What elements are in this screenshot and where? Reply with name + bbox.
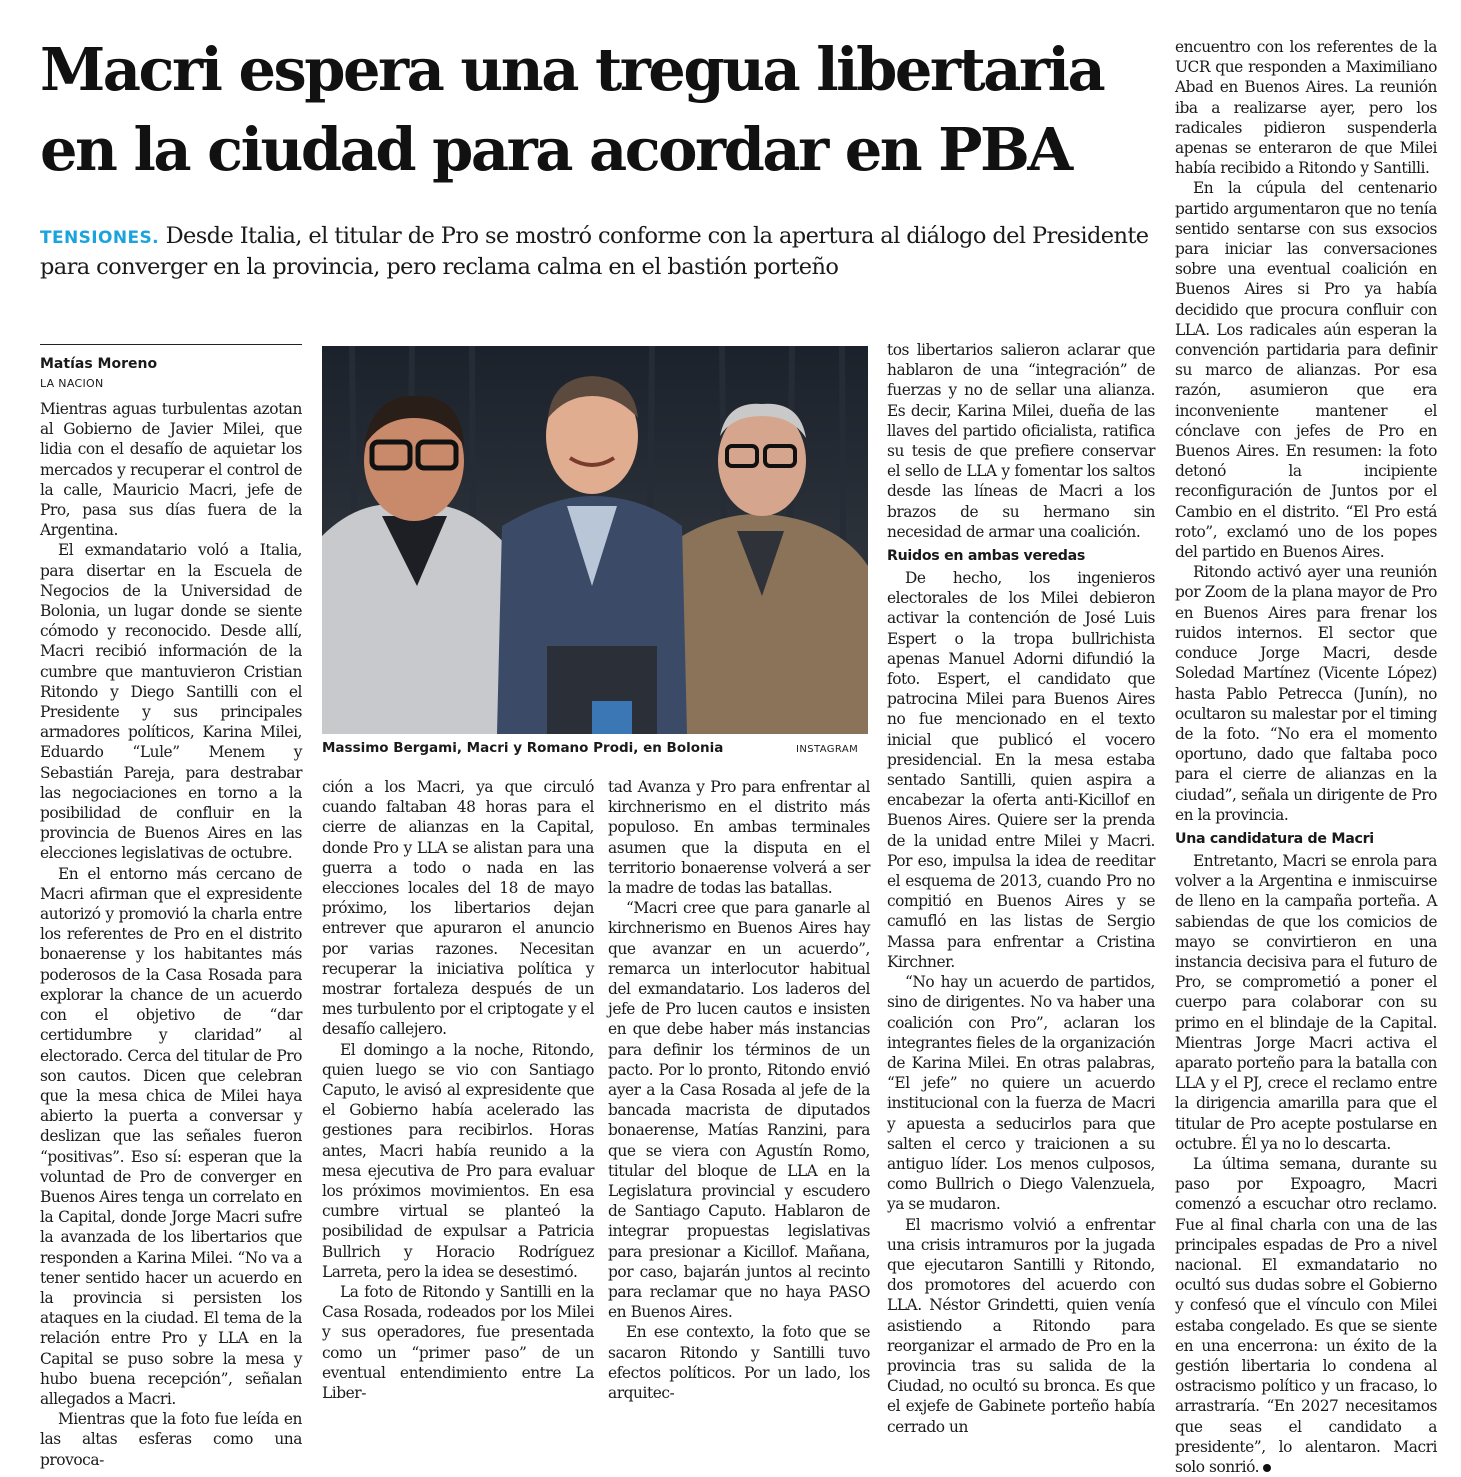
headline: Macri espera una tregua libertaria en la ciudad para acordar en PBA — [40, 35, 1104, 184]
paragraph: tos libertarios salieron aclarar que hablaron de una “integración” de fuerzas y no de sellar una alianza. Es decir, Karina Milei, dueña de las llaves del partido oficialista, ratifica su tesis de que prefiere conservar el sello de LLA y fomentar los saltos desde las líneas de Macri a los brazos de su hermano sin necesidad de armar una coalición. — [887, 341, 1155, 541]
paragraph — [1175, 1154, 1437, 1477]
column-3 — [608, 777, 870, 1403]
end-mark-icon — [1263, 1464, 1271, 1472]
photo-credit: INSTAGRAM — [796, 744, 859, 755]
kicker: TENSIONES. — [40, 228, 159, 248]
subhead-candidatura: Una candidatura de Macri — [1175, 830, 1374, 847]
photo-illustration — [322, 346, 868, 734]
photo-caption: Massimo Bergami, Macri y Romano Prodi, en Bolonia — [322, 740, 724, 756]
subhead-ruidos: Ruidos en ambas veredas — [887, 548, 1086, 565]
paragraph: “Macri cree que para ganarle al kirchnerismo en Buenos Aires hay que avanzar en un acuerdo”, remarca un interlocutor habitual del exmandatario. Los laderos del jefe de Pro lucen cautos e insisten en que debe haber más instancias para definir los términos de un pacto. Por lo pronto, Ritondo envió ayer a la Casa Rosada al jefe de la bancada macrista de diputados bonaerense, Matías Ranzini, para que se viera con Agustín Romo, titular del bloque de LLA en la Legislatura provincial y escudero de Santiago Caputo. Hablaron de integrar propuestas legislativas para presionar a Kicillof. Mañana, por caso, bajarán juntos al recinto para reclamar que no haya PASO en Buenos Aires. — [608, 899, 870, 1322]
photo — [322, 346, 868, 734]
paragraph: De hecho, los ingenieros electorales de los Milei debieron activar la contención de José Luis Espert o la tropa bullrichista apenas Manuel Adorni difundió la foto. Espert, el candidato que patrocina Milei para Buenos Aires no fue mencionado en el texto inicial que publicó el vocero presidencial. En la mesa estaba sentado Santilli, quien aspira a encabezar la oferta anti-Kicillof en Buenos Aires. Quiere ser la prenda de la unidad entre Milei y Macri. Por eso, impulsa la idea de reeditar el esquema de 2013, cuando Pro no compitió en Buenos Aires y se camufló en las listas de Sergio Massa para enfrentar a Cristina Kirchner. — [887, 569, 1155, 971]
subheadline-text: Desde Italia, el titular de Pro se mostró conforme con la apertura al diálogo del Presidente para converger en la provincia, pero reclama calma en el bastión porteño — [40, 223, 1149, 280]
column-5 — [1175, 37, 1437, 1477]
byline-author: Matías Moreno — [40, 356, 158, 372]
paragraph: La foto de Ritondo y Santilli en la Casa Rosada, rodeados por los Milei y sus operadores, fue presentada como un “primer paso” de un eventual entendimiento entre La Liber- — [322, 1283, 594, 1403]
paragraph: En la cúpula del centenario partido argumentaron que no tenía sentido sentarse con sus exsocios para iniciar las conversaciones sobre una eventual coalición en Buenos Aires si Pro ya había decidido que procura confluir con LLA. Los radicales aún esperan la convención partidaria para definir su marco de alianzas. Por esa razón, asumieron que era inconveniente mantener el cónclave con jefes de Pro en Buenos Aires. En resumen: la foto detonó la incipiente reconfiguración de Juntos por el Cambio en el distrito. “El Pro está roto”, exclamó uno de los popes del partido en Buenos Aires. — [1175, 179, 1437, 562]
paragraph: En ese contexto, la foto que se sacaron Ritondo y Santilli tuvo efectos políticos. Por un lado, los arquitec- — [608, 1323, 870, 1403]
column-4 — [887, 340, 1155, 1436]
paragraph: En el entorno más cercano de Macri afirman que el expresidente autorizó y promovió la charla entre los referentes de Pro en el distrito bonaerense y los habitantes más poderosos de la Casa Rosada para explorar la chance de un acuerdo con el objetivo de “dar certidumbre y claridad” al electorado. Cerca del titular de Pro son cautos. Dicen que celebran que la mesa chica de Milei haya abierto la puerta a conversar y deslizan que las señales fueron “positivas”. Eso sí: esperan que la voluntad de Pro de converger en Buenos Aires tenga un correlato en la Capital, donde Jorge Macri sufre la avanzada de los libertarios que responden a Karina Milei. “No va a tener sentido hacer un acuerdo en la provincia si persisten los ataques en la ciudad. El tema de la relación entre Pro y LLA en la Capital se puso sobre la mesa y hubo buena recepción”, señalan allegados a Macri. — [40, 864, 302, 1408]
column-1 — [40, 399, 302, 1469]
byline-rule — [40, 344, 302, 345]
subheadline — [40, 222, 1165, 282]
byline-outlet: LA NACION — [40, 377, 104, 390]
paragraph: El exmandatario voló a Italia, para disertar en la Escuela de Negocios de la Universidad de Bolonia, un lugar donde se siente cómodo y reconocido. Desde allí, Macri recibió información de la cumbre que mantuvieron Cristian Ritondo y Diego Santilli con el Presidente y sus principales armadores políticos, Karina Milei, Eduardo “Lule” Menem y Sebastián Pareja, para destrabar las negociaciones en torno a la posibilidad de confluir en la provincia de Buenos Aires en las elecciones legislativas de octubre. — [40, 541, 302, 863]
paragraph: ción a los Macri, ya que circuló cuando faltaban 48 horas para el cierre de alianzas en la Capital, donde Pro y LLA se alistan para una guerra a todo o nada en las elecciones locales del 18 de mayo próximo, los libertarios dejan entrever que apuraron el anuncio por varias razones. Necesitan recuperar la iniciativa política y mostrar fortaleza después de un mes turbulento por el criptogate y el desafío callejero. — [322, 778, 594, 1039]
paragraph: tad Avanza y Pro para enfrentar al kirchnerismo en el distrito más populoso. En ambas terminales asumen que la disputa en el territorio bonaerense volverá a ser la madre de todas las batallas. — [608, 778, 870, 898]
paragraph: encuentro con los referentes de la UCR que responden a Maximiliano Abad en Buenos Aires. La reunión iba a realizarse ayer, pero los radicales pidieron suspenderla apenas se enteraron de que Milei había recibido a Ritondo y Santilli. — [1175, 38, 1437, 178]
paragraph: El domingo a la noche, Ritondo, quien luego se vio con Santiago Caputo, le avisó al expresidente que el Gobierno había acelerado las gestiones para recibirlos. Horas antes, Macri había reunido a la mesa ejecutiva de Pro para evaluar los próximos movimientos. En esa cumbre virtual se planteó la posibilidad de expulsar a Patricia Bullrich y Horacio Rodríguez Larreta, pero la idea se desestimó. — [322, 1040, 594, 1281]
paragraph: “No hay un acuerdo de partidos, sino de dirigentes. No va haber una coalición con Pro”, aclaran los integrantes fieles de la organización de Karina Milei. En otras palabras, “El jefe” no quiere un acuerdo institucional con la fuerza de Macri y apuesta a seducirlos para que salten el cerco y traicionen a su antiguo líder. Los menos culposos, como Bullrich o Diego Valenzuela, ya se mudaron. — [887, 973, 1155, 1214]
paragraph: Ritondo activó ayer una reunión por Zoom de la plana mayor de Pro en Buenos Aires para frenar los ruidos internos. El sector que conduce Jorge Macri, desde Soledad Martínez (Vicente López) hasta Pablo Petrecca (Junín), no ocultaron su malestar por el timing de la foto. “No era el momento oportuno, dado que faltaba poco para el cierre de alianzas en la ciudad”, señala un dirigente de Pro en la provincia. — [1175, 563, 1437, 824]
paragraph: Mientras aguas turbulentas azotan al Gobierno de Javier Milei, que lidia con el desafío de aquietar los mercados y recuperar el control de la calle, Mauricio Macri, jefe de Pro, pasa sus días fuera de la Argentina. — [40, 400, 302, 540]
paragraph-text: La última semana, durante su paso por Expoagro, Macri comenzó a escuchar otro reclamo. Fue al final charla con una de las principales espadas de Pro a nivel nacional. El exmandatario no ocultó sus dudas sobre el Gobierno y confesó que el vínculo con Milei estaba congelado. Es que se siente en una encerrona: un éxito de la gestión libertaria lo condena al ostracismo político y un fracaso, lo arrastraría. “En 2027 necesitamos que seas el candidato a presidente”, lo alentaron. Macri solo sonrió. — [1175, 1154, 1437, 1477]
paragraph: El macrismo volvió a enfrentar una crisis intramuros por la jugada que ejecutaron Santilli y Ritondo, dos promotores del acuerdo con LLA. Néstor Grindetti, quien venía asistiendo a Ritondo para reorganizar el armado de Pro en la provincia tras su salida de la Ciudad, no ocultó su bronca. Es que el exjefe de Gabinete porteño había cerrado un — [887, 1215, 1155, 1436]
column-2 — [322, 777, 594, 1403]
paragraph: Mientras que la foto fue leída en las altas esferas como una provoca- — [40, 1410, 302, 1469]
paragraph: Entretanto, Macri se enrola para volver a la Argentina e inmiscuirse de lleno en la campaña porteña. A sabiendas de que los comicios de mayo se convirtieron en una instancia decisiva para el futuro de Pro, se comprometió a poner el cuerpo para colaborar con su primo en el blindaje de la Capital. Mientras Jorge Macri activa el aparato porteño para la batalla con LLA y el PJ, crece el reclamo entre la dirigencia amarilla para que el titular de Pro acepte postularse en octubre. Él ya no lo descarta. — [1175, 851, 1437, 1153]
